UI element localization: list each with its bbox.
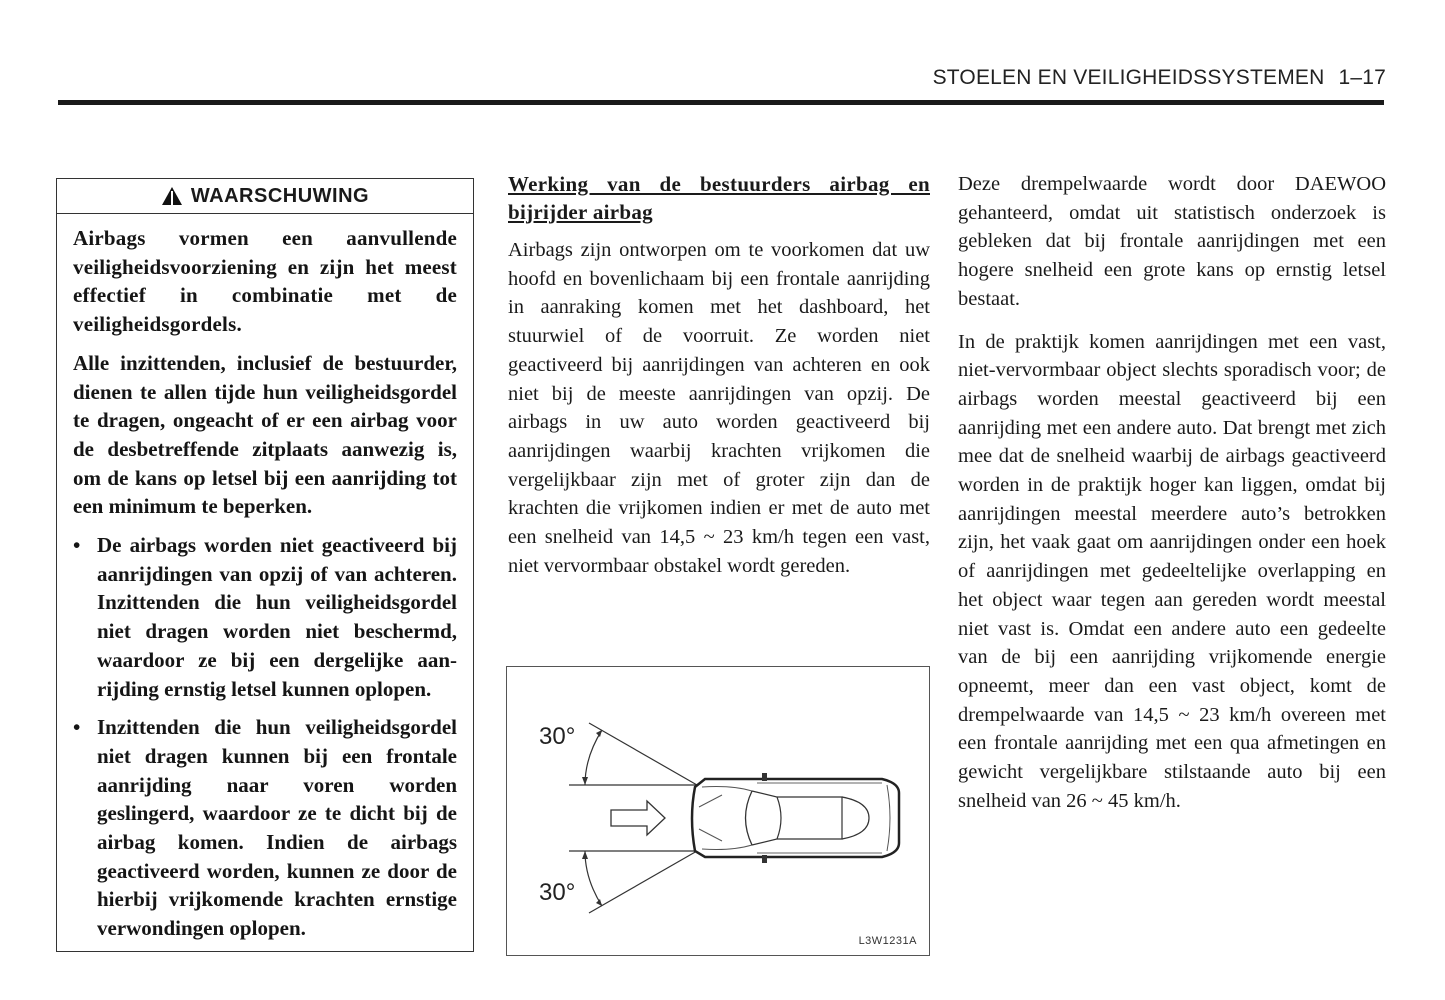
warning-bullet-list	[73, 531, 457, 943]
page-number: 1–17	[1338, 66, 1386, 89]
car-top-view-illustration	[507, 667, 931, 957]
bullet-icon: •	[73, 715, 81, 740]
section-title: STOELEN EN VEILIGHEIDSSYSTEMEN	[932, 66, 1325, 89]
section-heading: Werking van de bestuurders airbag en bijrijder airbag	[508, 172, 930, 224]
airbag-activation-figure	[506, 666, 930, 956]
warning-box	[56, 178, 474, 952]
body-paragraph: Deze drempelwaarde wordt door DAEWOO gehanteerd, omdat uit statistisch onderzoek is gebleken dat bij frontale aanrijdingen met een hogere snelheid een grote kans op ernstig letsel bestaat.	[958, 173, 1386, 310]
warning-header	[57, 179, 473, 214]
running-header	[920, 66, 1386, 90]
bullet-icon: •	[73, 533, 81, 558]
warning-bullet-item	[73, 531, 457, 703]
body-paragraph: In de praktijk komen aanrijdingen met een vast, niet-vervormbaar object slechts sporadisch voor; de airbags worden meestal geactiveerd bij een aanrijding met een andere auto. Dat brengt met zich mee dat de snelheid waarbij de airbags geactiveerd worden in de praktijk hoger kan liggen, omdat bij aanrijdingen meestal meerdere auto’s betrokken zijn, het vaak gaat om aanrijdingen onder een hoek of aanrijdingen met gedeeltelijke overlapping en het object waar tegen aan gereden wordt meestal niet vast is. Omdat een andere auto een gedeelte van de bij een aanrijding vrijkomende energie opneemt, meer dan een vast object, komt de drempelwaarde van 14,5 ~ 23 km/h overeen met een frontale aanrijding met een qua afmetingen en gewicht vergelijkbare stilstaande auto bij een snelheid van 26 ~ 45 km/h.	[958, 330, 1386, 812]
warning-triangle-icon	[161, 186, 183, 206]
warning-paragraph: Airbags vormen een aanvullende veiligheidsvoorziening en zijn het meest effectief in combinatie met de veiligheidsgordels.	[73, 226, 457, 337]
warning-title: WAARSCHUWING	[190, 184, 370, 207]
body-paragraph: Airbags zijn ontworpen om te voorkomen dat uw hoofd en bovenlichaam bij een frontale aanrijding in aanraking komen met het dashboard, het stuurwiel of de voorruit. Ze worden niet geactiveerd bij aanrijdingen van achteren en ook niet bij de meeste aanrijdingen van opzij. De airbags in uw auto worden geactiveerd bij aanrijdingen waarbij krachten vrijkomen die vergelijkbaar zijn met of groter zijn dan de krachten die vrijkomen indien er met de auto met een snelheid van 14,5 ~ 23 km/h tegen een vast, niet vervormbaar obstakel wordt gereden.	[508, 239, 930, 577]
figure-code: L3W1231A	[858, 935, 917, 947]
warning-body	[57, 214, 473, 943]
middle-column	[508, 170, 930, 580]
right-column	[958, 170, 1386, 829]
warning-paragraph: Alle inzittenden, inclusief de bestuurder, dienen te allen tijde hun veiligheidsgordel te dragen, ongeacht of er een airbag voor de desbetreffende zitplaats aanwezig is, om de kans op letsel bij een aanrijding tot een minimum te beperken.	[73, 350, 457, 519]
bullet-text: Inzittenden die hun veiligheidsgordel niet dragen kunnen bij een frontale aanrijding naar voren worden geslingerd, waardoor ze te dicht bij de airbag komen. Indien de airbags geactiveerd worden, kunnen ze door de hierbij vrijkomende krachten ernstige verwondingen oplopen.	[97, 715, 457, 941]
angle-label-top: 30°	[539, 723, 576, 750]
angle-label-bottom: 30°	[539, 879, 576, 906]
warning-bullet-item	[73, 713, 457, 943]
bullet-text: De airbags worden niet geactiveerd bij aanrijdingen van opzij of van achteren. Inzittenden die hun veiligheidsgordel niet dragen worden niet beschermd, waardoor ze bij een dergelijke aan-rijding ernstig letsel kunnen oplopen.	[97, 533, 457, 701]
header-rule	[58, 100, 1384, 105]
